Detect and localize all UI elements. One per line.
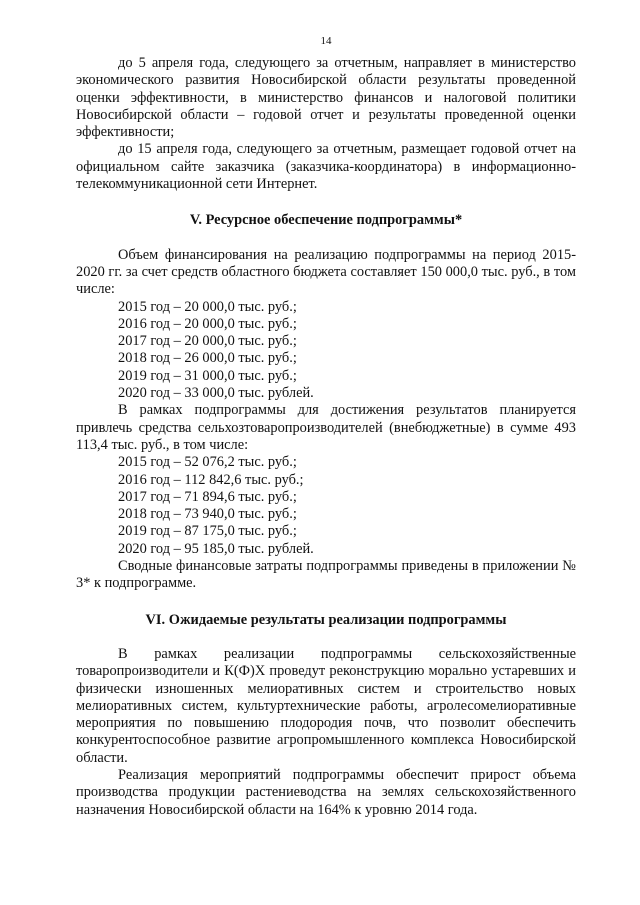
document-page [76,34,576,819]
section-5-paragraph-3: Сводные финансовые затраты подпрограммы приведены в приложении № 3* к подпрограмме. [76,558,576,592]
budget-item: 2017 год – 20 000,0 тыс. руб.; [118,333,297,350]
budget-item: 2018 год – 26 000,0 тыс. руб.; [118,350,297,367]
budget-item: 2020 год – 33 000,0 тыс. рублей. [118,385,314,402]
budget-item: 2016 год – 20 000,0 тыс. руб.; [118,315,297,332]
intro-paragraph-2: до 15 апреля года, следующего за отчетным, размещает годовой отчет на официальном сайте заказчика (заказчика-координатора) в информационно-телекоммуникационной сети Интернет. [76,141,576,193]
extra-funds-item: 2018 год – 73 940,0 тыс. руб.; [118,506,297,523]
section-6-paragraph-1: В рамках реализации подпрограммы сельскохозяйственные товаропроизводители и К(Ф)Х проведут реконструкцию морально устаревших и физически изношенных мелиоративных систем и строительство новых мелиоративных систем, культуртехнические работы, агролесомелиоративные мероприятия по повышению плодородия почв, что позволит обеспечить конкурентоспособное развитие агропромышленного комплекса Новосибирской области. [76,645,576,766]
section-5-paragraph-2: В рамках подпрограммы для достижения результатов планируется привлечь средства сельхозтоваропроизводителей (внебюджетные) в сумме 493 113,4 тыс. руб., в том числе: [76,402,576,453]
section-5-heading: V. Ресурсное обеспечение подпрограммы* [189,212,463,229]
extra-funds-item: 2019 год – 87 175,0 тыс. руб.; [118,523,297,540]
extra-funds-item: 2020 год – 95 185,0 тыс. рублей. [118,540,314,557]
intro-paragraph-1: до 5 апреля года, следующего за отчетным, направляет в министерство экономического развития Новосибирской области результаты проведенной оценки эффективности, в министерство финансов и налоговой политики Новосибирской области – годовой отчет и результаты проведенной оценки эффективности; [76,55,576,141]
page-number: 14 [320,35,332,47]
extra-funds-list [76,454,576,558]
section-6-paragraph-2: Реализация мероприятий подпрограммы обеспечит прирост объема производства продукции растениеводства на землях сельскохозяйственного назначения Новосибирской области на 164% к уровню 2014 года. [76,766,576,818]
budget-list [76,299,576,403]
section-5-paragraph-1: Объем финансирования на реализацию подпрограммы на период 2015-2020 гг. за счет средств областного бюджета составляет 150 000,0 тыс. руб., в том числе: [76,246,576,298]
budget-item: 2015 год – 20 000,0 тыс. руб.; [118,298,297,315]
extra-funds-item: 2016 год – 112 842,6 тыс. руб.; [118,471,304,488]
section-6-heading: VI. Ожидаемые результаты реализации подпрограммы [145,611,507,628]
budget-item: 2019 год – 31 000,0 тыс. руб.; [118,367,297,384]
extra-funds-item: 2017 год – 71 894,6 тыс. руб.; [118,488,297,505]
extra-funds-item: 2015 год – 52 076,2 тыс. руб.; [118,454,297,471]
